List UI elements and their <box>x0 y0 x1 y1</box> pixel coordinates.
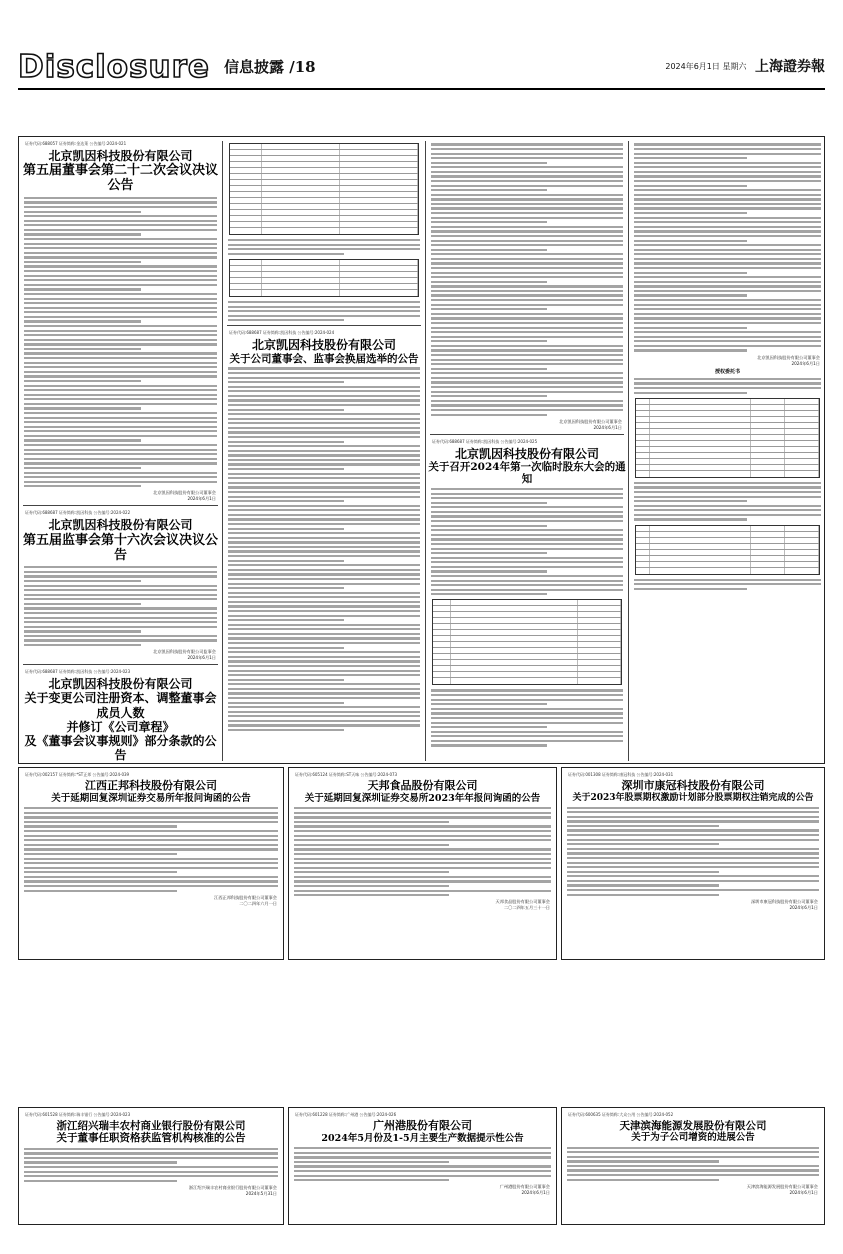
signature-date: 2024年6月1日 <box>789 1189 818 1195</box>
column-2 <box>223 137 425 731</box>
article-tianjin-binhai <box>561 1107 825 1225</box>
page-header <box>18 50 825 84</box>
column-4 <box>629 137 825 590</box>
article-meta: 证券代码:688687 证券简称:凯因科技 公告编号:2024-025 <box>432 438 538 444</box>
article-ruifeng-bank <box>18 1107 284 1225</box>
signature-date: 2024年6月1日 <box>789 904 818 910</box>
article-title-line1: 关于变更公司注册资本、调整董事会成员人数 <box>24 691 217 720</box>
article-title: 第五届董事会第二十二次会议决议公告 <box>22 163 218 194</box>
article-meta: 证券代码:002157 证券简称:*ST正邦 公告编号:2024-039 <box>25 772 130 777</box>
kaiyin-block <box>18 136 825 764</box>
article-board-election <box>223 330 425 731</box>
signature-org: 天邦食品股份有限公司董事会 <box>495 899 550 905</box>
disclosure-logo: Disclosure <box>18 49 210 85</box>
company-name: 江西正邦科技股份有限公司 <box>85 779 217 792</box>
article-meta: 证券代码:601228 证券简称:广州港 公告编号:2024-026 <box>295 1112 397 1117</box>
article-meta: 证券代码:001308 证券简称:康冠科技 公告编号:2024-031 <box>568 772 674 777</box>
article-zhengbang <box>18 767 284 960</box>
article-meta: 证券代码:601528 证券简称:瑞丰银行 公告编号:2024-023 <box>25 1112 131 1117</box>
article-title: 关于公司董事会、监事会换届选举的公告 <box>229 352 419 365</box>
article-meta: 证券代码:688687 证券简称:凯因科技 公告编号:2024-024 <box>229 330 335 336</box>
company-name: 天邦食品股份有限公司 <box>367 779 478 792</box>
article-meta: 证券代码:600635 证券简称:大众公用 公告编号:2024-052 <box>568 1112 674 1117</box>
article-kangguan <box>561 767 825 960</box>
company-name: 北京凯因科技股份有限公司 <box>48 677 193 692</box>
article-title-line3: 及《董事会议事规则》部分条款的公告 <box>24 733 217 763</box>
signature-date: 二〇二四年六月一日 <box>239 900 277 906</box>
article-shareholder-meeting <box>426 439 628 747</box>
article-title: 关于召开2024年第一次临时股东大会的通知 <box>428 460 626 486</box>
newspaper-name: 上海證券報 <box>755 59 825 75</box>
article-title: 关于延期回复深圳证券交易所2023年年报问询函的公告 <box>304 792 541 804</box>
proxy-form-title: 授权委托书 <box>714 368 740 375</box>
column-3 <box>426 137 628 747</box>
article-supervisory-resolution <box>19 510 222 665</box>
company-name: 深圳市康冠科技股份有限公司 <box>621 779 765 792</box>
signature-org: 天津滨海能源发展股份有限公司董事会 <box>746 1183 818 1189</box>
article-title: 关于2023年股票期权激励计划部分股票期权注销完成的公告 <box>572 792 814 803</box>
article-title: 2024年5月份及1-5月主要生产数据提示性公告 <box>321 1132 524 1144</box>
signature-org: 北京凯因科技股份有限公司监事会 <box>153 649 216 655</box>
article-meta: 证券代码:688687 证券简称:凯因科技 公告编号:2024-023 <box>25 669 131 675</box>
company-name: 北京凯因科技股份有限公司 <box>454 446 599 461</box>
article-tianbang <box>288 767 557 960</box>
signature-date: 2024年5月31日 <box>245 1190 277 1196</box>
article-meta: 证券代码:688687 证券简称:凯因科技 公告编号:2024-022 <box>25 510 131 516</box>
section-title: 信息披露 /18 <box>224 58 316 76</box>
signature-date: 二〇二四年五月三十一日 <box>503 905 550 911</box>
signature-org: 广州港股份有限公司董事会 <box>499 1184 550 1190</box>
company-name: 北京凯因科技股份有限公司 <box>48 149 193 163</box>
signature-date: 2024年6月1日 <box>521 1190 550 1196</box>
company-name: 北京凯因科技股份有限公司 <box>251 338 396 353</box>
article-title: 关于董事任职资格获监管机构核准的公告 <box>56 1132 246 1145</box>
signature-date: 2024年6月1日 <box>791 360 820 366</box>
company-name: 北京凯因科技股份有限公司 <box>48 518 193 533</box>
article-meta: 证券代码:605124 证券简称:ST天味 公告编号:2024-073 <box>295 772 398 777</box>
article-meta: 证券代码:688057 证券简称:金达莱 公告编号:2024-021 <box>25 141 127 146</box>
signature-date: 2024年6月1日 <box>593 424 622 430</box>
company-name: 浙江绍兴瑞丰农村商业银行股份有限公司 <box>56 1120 246 1132</box>
article-guangzhou-port <box>288 1107 557 1225</box>
company-name: 广州港股份有限公司 <box>373 1119 472 1132</box>
article-title: 关于延期回复深圳证券交易所年报问询函的公告 <box>51 792 251 804</box>
signature-date: 2024年6月1日 <box>187 655 216 661</box>
issue-date: 2024年6月1日 星期六 <box>665 62 747 71</box>
company-name: 天津滨海能源发展股份有限公司 <box>619 1120 767 1132</box>
signature-org: 北京凯因科技股份有限公司董事会 <box>757 354 820 360</box>
article-registered-capital <box>19 669 222 764</box>
article-title-line2: 并修订《公司章程》 <box>66 719 175 734</box>
signature-org: 江西正邦科技股份有限公司董事会 <box>214 894 277 900</box>
signature-org: 深圳市康冠科技股份有限公司董事会 <box>750 898 818 904</box>
article-board-resolution <box>19 137 222 764</box>
article-title: 关于为子公司增资的进展公告 <box>631 1132 755 1144</box>
signature-org: 浙江绍兴瑞丰农村商业银行股份有限公司董事会 <box>189 1184 277 1190</box>
signature-org: 北京凯因科技股份有限公司董事会 <box>153 490 216 496</box>
signature-org: 北京凯因科技股份有限公司董事会 <box>559 418 622 424</box>
article-title: 第五届监事会第十六次会议决议公告 <box>22 532 218 563</box>
masthead <box>665 56 825 78</box>
signature-date: 2024年6月1日 <box>187 496 216 502</box>
